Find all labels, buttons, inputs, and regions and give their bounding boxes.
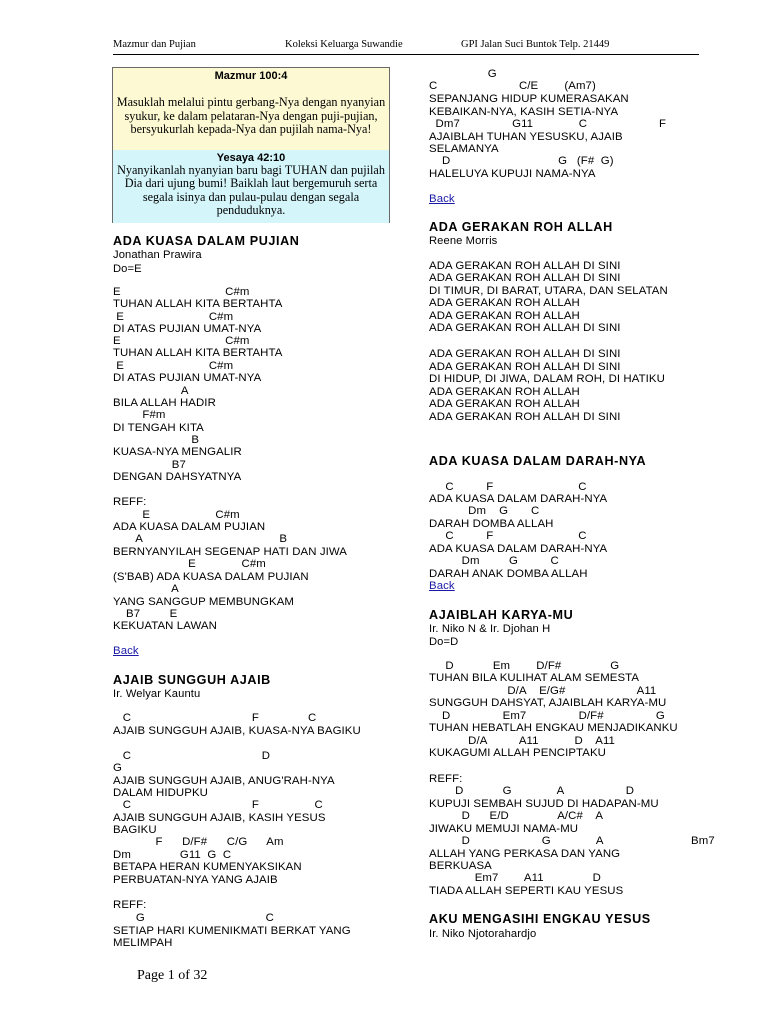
chord-line: Em7 A11 D: [429, 872, 601, 884]
lyric-line: BILA ALLAH HADIR: [113, 397, 216, 409]
scripture-lower-panel: [113, 150, 389, 223]
lyric-line: ADA GERAKAN ROH ALLAH: [429, 398, 580, 410]
lyric-line: SETIAP HARI KUMENIKMATI BERKAT YANG: [113, 925, 351, 937]
chord-line: Dm7 G11 C F: [429, 118, 667, 130]
chord-line: G C: [113, 912, 274, 924]
page-header: [113, 38, 699, 55]
chord-line: E C#m: [113, 286, 250, 298]
song-title: AJAIB SUNGGUH AJAIB: [113, 673, 271, 687]
lyric-line: KEBAIKAN-NYA, KASIH SETIA-NYA: [429, 106, 619, 118]
back-link[interactable]: Back: [113, 645, 139, 657]
lyric-line: ADA GERAKAN ROH ALLAH DI SINI: [429, 272, 621, 284]
chord-line: A: [113, 583, 179, 595]
lyric-line: REFF:: [113, 899, 147, 911]
header-book-title: Mazmur dan Pujian: [113, 39, 196, 50]
chord-line: G: [429, 68, 497, 80]
chord-line: C F C: [113, 712, 317, 724]
lyric-line: REFF:: [429, 773, 463, 785]
chord-line: Dm G C: [429, 505, 540, 517]
lyric-line: KUPUJI SEMBAH SUJUD DI HADAPAN-MU: [429, 798, 659, 810]
lyric-line: TUHAN HEBATLAH ENGKAU MENJADIKANKU: [429, 722, 678, 734]
lyric-line: ADA GERAKAN ROH ALLAH DI SINI: [429, 361, 621, 373]
lyric-line: TIADA ALLAH SEPERTI KAU YESUS: [429, 885, 624, 897]
lyric-line: DENGAN DAHSYATNYA: [113, 471, 242, 483]
scripture-text-isaiah: Nyanyikanlah nyanyian baru bagi TUHAN dan pujilah Dia dari ujung bumi! Baiklah laut bergemuruh serta segala isinya dan pulau-pulau dengan segala penduduknya.: [117, 163, 385, 217]
back-link[interactable]: Back: [429, 580, 455, 592]
lyric-line: ADA GERAKAN ROH ALLAH DI SINI: [429, 322, 621, 334]
song-author: Reene Morris: [429, 235, 498, 247]
chord-line: C F C: [429, 530, 587, 542]
lyric-line: JIWAKU MEMUJI NAMA-MU: [429, 823, 579, 835]
chord-line: D Em7 D/F# G: [429, 710, 665, 722]
lyric-line: ADA GERAKAN ROH ALLAH DI SINI: [429, 348, 621, 360]
lyric-line: SUNGGUH DAHSYAT, AJAIBLAH KARYA-MU: [429, 697, 667, 709]
chord-line: A: [113, 385, 189, 397]
chord-line: D/A A11 D A11: [429, 735, 615, 747]
lyric-line: SELAMANYA: [429, 143, 499, 155]
song-key: Do=D: [429, 636, 459, 648]
lyric-line: TUHAN ALLAH KITA BERTAHTA: [113, 298, 283, 310]
chord-line: Dm G C: [429, 555, 559, 567]
lyric-line: DI TIMUR, DI BARAT, UTARA, DAN SELATAN: [429, 285, 668, 297]
chord-line: F D/F# C/G Am: [113, 836, 284, 848]
chord-line: E C#m: [113, 558, 266, 570]
lyric-line: REFF:: [113, 496, 147, 508]
scripture-text-psalm: Masuklah melalui pintu gerbang-Nya dengan nyanyian syukur, ke dalam pelataran-Nya dengan puji-pujian, bersyukurlah kepada-Nya dan pujilah nama-Nya!: [116, 95, 386, 136]
song-title: AKU MENGASIHI ENGKAU YESUS: [429, 912, 651, 926]
scripture-reference-psalm: Mazmur 100:4: [214, 70, 288, 82]
lyric-line: ADA GERAKAN ROH ALLAH: [429, 310, 580, 322]
song-author: Ir. Niko N & Ir. Djohan H: [429, 623, 551, 635]
header-collection: Koleksi Keluarga Suwandie: [285, 39, 403, 50]
chord-line: E C#m: [113, 335, 250, 347]
chord-line: B: [113, 434, 200, 446]
lyric-line: DARAH DOMBA ALLAH: [429, 518, 554, 530]
chord-line: C F C: [113, 799, 323, 811]
scripture-box: [112, 67, 390, 223]
lyric-line: DI ATAS PUJIAN UMAT-NYA: [113, 323, 262, 335]
chord-line: B7: [113, 459, 186, 471]
scripture-reference-isaiah: Yesaya 42:10: [216, 152, 286, 164]
chord-line: C C/E (Am7): [429, 80, 596, 92]
chord-line: A B: [113, 533, 288, 545]
lyric-line: DARAH ANAK DOMBA ALLAH: [429, 568, 588, 580]
song-author: Ir. Niko Njotorahardjo: [429, 928, 537, 940]
lyric-line: ADA KUASA DALAM DARAH-NYA: [429, 543, 608, 555]
song-title: ADA KUASA DALAM DARAH-NYA: [429, 454, 647, 468]
lyric-line: KUASA-NYA MENGALIR: [113, 446, 242, 458]
chord-line: E C#m: [113, 509, 240, 521]
chord-line: D/A E/G# A11: [429, 685, 657, 697]
lyric-line: ADA KUASA DALAM DARAH-NYA: [429, 493, 608, 505]
lyric-line: HALELUYA KUPUJI NAMA-NYA: [429, 168, 596, 180]
lyric-line: DI HIDUP, DI JIWA, DALAM ROH, DI HATIKU: [429, 373, 665, 385]
chord-line: E C#m: [113, 311, 234, 323]
lyric-line: BAGIKU: [113, 824, 157, 836]
lyric-line: KEKUATAN LAWAN: [113, 620, 217, 632]
lyric-line: AJAIB SUNGGUH AJAIB, KUASA-NYA BAGIKU: [113, 725, 361, 737]
page-number: Page 1 of 32: [137, 968, 208, 983]
song-key: Do=E: [113, 263, 142, 275]
lyric-line: TUHAN BILA KULIHAT ALAM SEMESTA: [429, 672, 640, 684]
song-title: ADA KUASA DALAM PUJIAN: [113, 234, 300, 248]
lyric-line: AJAIBLAH TUHAN YESUSKU, AJAIB: [429, 131, 623, 143]
chord-line: F#m: [113, 409, 166, 421]
lyric-line: BERNYANYILAH SEGENAP HATI DAN JIWA: [113, 546, 348, 558]
chord-line: E C#m: [113, 360, 234, 372]
lyric-line: BETAPA HERAN KUMENYAKSIKAN: [113, 861, 302, 873]
chord-line: D Em D/F# G: [429, 660, 620, 672]
song-title: AJAIBLAH KARYA-MU: [429, 608, 574, 622]
lyric-line: (S'BAB) ADA KUASA DALAM PUJIAN: [113, 571, 309, 583]
lyric-line: YANG SANGGUP MEMBUNGKAM: [113, 596, 294, 608]
lyric-line: PERBUATAN-NYA YANG AJAIB: [113, 874, 278, 886]
lyric-line: ADA GERAKAN ROH ALLAH DI SINI: [429, 411, 621, 423]
chord-line: Dm G11 G C: [113, 849, 232, 861]
lyric-line: SEPANJANG HIDUP KUMERASAKAN: [429, 93, 629, 105]
lyric-line: ADA GERAKAN ROH ALLAH: [429, 297, 580, 309]
lyric-line: ALLAH YANG PERKASA DAN YANG: [429, 848, 621, 860]
chord-line: C F C: [429, 481, 587, 493]
lyric-line: AJAIB SUNGGUH AJAIB, ANUG'RAH-NYA: [113, 775, 335, 787]
header-church-contact: GPI Jalan Suci Buntok Telp. 21449: [461, 39, 610, 50]
lyric-line: DI ATAS PUJIAN UMAT-NYA: [113, 372, 262, 384]
lyric-line: TUHAN ALLAH KITA BERTAHTA: [113, 347, 283, 359]
chord-line: B7 E: [113, 608, 178, 620]
lyric-line: ADA GERAKAN ROH ALLAH DI SINI: [429, 260, 621, 272]
lyric-line: DI TENGAH KITA: [113, 422, 204, 434]
lyric-line: DALAM HIDUPKU: [113, 787, 208, 799]
lyric-line: BERKUASA: [429, 860, 492, 872]
chord-line: D G A Bm7: [429, 835, 715, 847]
song-author: Jonathan Prawira: [113, 249, 202, 261]
song-author: Ir. Welyar Kauntu: [113, 688, 201, 700]
chord-line: G: [113, 762, 122, 774]
lyric-line: AJAIB SUNGGUH AJAIB, KASIH YESUS: [113, 812, 326, 824]
chord-line: D G (F# G): [429, 155, 614, 167]
chord-line: D E/D A/C# A: [429, 810, 604, 822]
song-title: ADA GERAKAN ROH ALLAH: [429, 220, 613, 234]
lyric-line: ADA KUASA DALAM PUJIAN: [113, 521, 266, 533]
lyric-line: MELIMPAH: [113, 937, 173, 949]
back-link[interactable]: Back: [429, 193, 455, 205]
chord-line: D G A D: [429, 785, 635, 797]
chord-line: C D: [113, 750, 271, 762]
lyric-line: KUKAGUMI ALLAH PENCIPTAKU: [429, 747, 606, 759]
lyric-line: ADA GERAKAN ROH ALLAH: [429, 386, 580, 398]
